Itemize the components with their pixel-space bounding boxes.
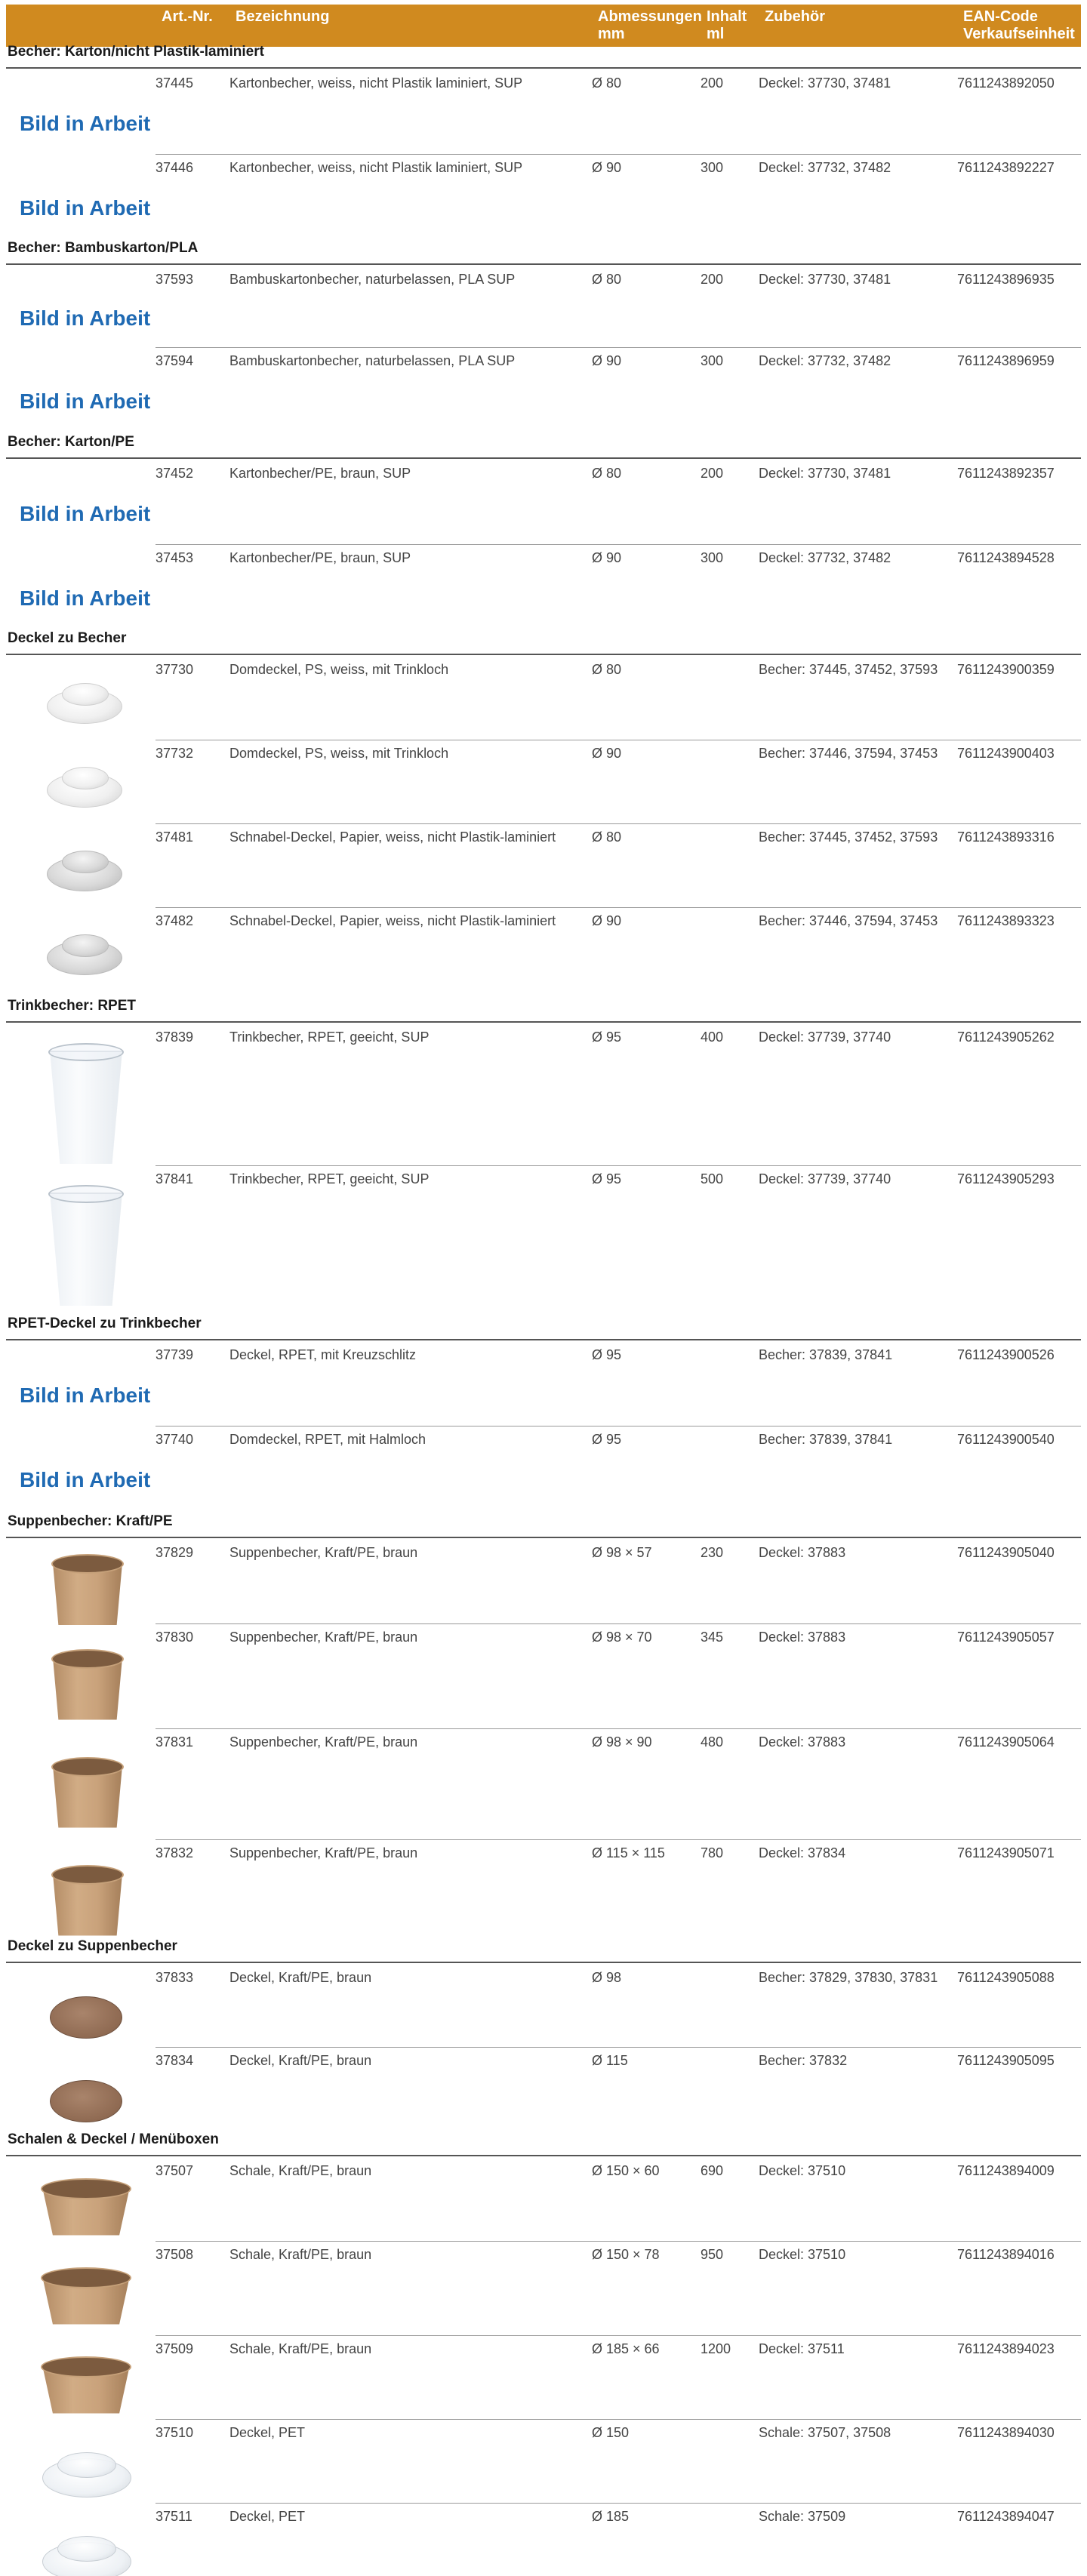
kraft-lid-image: [50, 1996, 122, 2039]
image-placeholder-text: Bild in Arbeit: [20, 306, 151, 330]
table-row: [0, 1728, 1087, 1839]
section-divider: [6, 1537, 1081, 1538]
ean-cell: 7611243905071: [957, 1845, 1055, 1860]
ean-cell: 7611243894016: [957, 2247, 1055, 2262]
zubehoer-cell: Deckel: 37732, 37482: [759, 160, 891, 175]
plastic-cup-rim-image: [48, 1043, 124, 1061]
header-abmessungen-line1: Abmessungen: [598, 8, 702, 25]
ean-cell: 7611243900526: [957, 1347, 1055, 1362]
bezeichnung-cell: Kartonbecher/PE, braun, SUP: [229, 550, 411, 565]
zubehoer-cell: Becher: 37832: [759, 2053, 848, 2068]
kraft-bowl-rim-image: [41, 2356, 131, 2377]
header-zubehoer: Zubehör: [765, 8, 825, 25]
abmessungen-cell: Ø 90: [592, 550, 622, 565]
inhalt-cell: 500: [701, 1171, 724, 1186]
zubehoer-cell: Becher: 37829, 37830, 37831: [759, 1970, 938, 1985]
table-row: [0, 823, 1087, 907]
bezeichnung-cell: Trinkbecher, RPET, geeicht, SUP: [229, 1029, 430, 1045]
bezeichnung-cell: Domdeckel, PS, weiss, mit Trinkloch: [229, 746, 449, 761]
table-row: [0, 2335, 1087, 2419]
header-abmessungen-line2: mm: [598, 26, 625, 42]
bezeichnung-cell: Schnabel-Deckel, Papier, weiss, nicht Plastik-laminiert: [229, 913, 556, 928]
art-nr-cell: 37593: [156, 272, 194, 287]
section-title: Trinkbecher: RPET: [8, 998, 136, 1014]
inhalt-cell: 300: [701, 160, 724, 175]
abmessungen-cell: Ø 95: [592, 1029, 622, 1045]
art-nr-cell: 37732: [156, 746, 194, 761]
clear-lid-dome-image: [57, 2452, 116, 2478]
art-nr-cell: 37830: [156, 1630, 194, 1645]
table-row: [0, 2157, 1087, 2241]
soup-cup-rim-image: [51, 1649, 124, 1669]
section-title: RPET-Deckel zu Trinkbecher: [8, 1316, 202, 1331]
table-row: [0, 266, 1087, 347]
zubehoer-cell: Deckel: 37732, 37482: [759, 353, 891, 368]
table-row: [0, 1341, 1087, 1426]
art-nr-cell: 37452: [156, 466, 194, 481]
table-row: [0, 1165, 1087, 1307]
image-placeholder-text: Bild in Arbeit: [20, 112, 151, 135]
table-row: [0, 1839, 1087, 1944]
zubehoer-cell: Deckel: 37730, 37481: [759, 466, 891, 481]
bezeichnung-cell: Deckel, PET: [229, 2509, 306, 2524]
table-row: [0, 2241, 1087, 2335]
art-nr-cell: 37510: [156, 2425, 194, 2440]
bezeichnung-cell: Deckel, RPET, mit Kreuzschlitz: [229, 1347, 417, 1362]
art-nr-cell: 37508: [156, 2247, 194, 2262]
zubehoer-cell: Deckel: 37883: [759, 1545, 846, 1560]
inhalt-cell: 480: [701, 1734, 724, 1750]
zubehoer-cell: Becher: 37445, 37452, 37593: [759, 662, 938, 677]
inhalt-cell: 200: [701, 272, 724, 287]
ean-cell: 7611243896959: [957, 353, 1055, 368]
table-row: [0, 154, 1087, 239]
table-row: [0, 2419, 1087, 2503]
bezeichnung-cell: Schnabel-Deckel, Papier, weiss, nicht Plastik-laminiert: [229, 829, 556, 845]
ean-cell: 7611243905057: [957, 1630, 1055, 1645]
abmessungen-cell: Ø 185: [592, 2509, 630, 2524]
section-title: Deckel zu Suppenbecher: [8, 1938, 177, 1954]
bezeichnung-cell: Kartonbecher, weiss, nicht Plastik laminiert, SUP: [229, 75, 523, 91]
abmessungen-cell: Ø 95: [592, 1171, 622, 1186]
ean-cell: 7611243894047: [957, 2509, 1055, 2524]
ean-cell: 7611243905095: [957, 2053, 1055, 2068]
ean-cell: 7611243892227: [957, 160, 1055, 175]
abmessungen-cell: Ø 90: [592, 913, 622, 928]
image-placeholder-text: Bild in Arbeit: [20, 196, 151, 220]
ean-cell: 7611243900540: [957, 1432, 1055, 1447]
table-row: [0, 740, 1087, 823]
image-placeholder-text: Bild in Arbeit: [20, 1383, 151, 1407]
table-row: [0, 2503, 1087, 2576]
zubehoer-cell: Deckel: 37834: [759, 1845, 846, 1860]
kraft-lid-image: [50, 2080, 122, 2122]
ean-cell: 7611243894023: [957, 2341, 1055, 2356]
section-title: Deckel zu Becher: [8, 630, 127, 646]
kraft-bowl-rim-image: [41, 2267, 131, 2288]
art-nr-cell: 37594: [156, 353, 194, 368]
art-nr-cell: 37507: [156, 2163, 194, 2178]
abmessungen-cell: Ø 80: [592, 75, 622, 91]
bezeichnung-cell: Deckel, Kraft/PE, braun: [229, 1970, 372, 1985]
zubehoer-cell: Deckel: 37510: [759, 2247, 846, 2262]
cup-lid-dome-image: [62, 934, 109, 957]
soup-cup-rim-image: [51, 1554, 124, 1574]
art-nr-cell: 37730: [156, 662, 194, 677]
section-title: Becher: Karton/nicht Plastik-laminiert: [8, 44, 264, 60]
bezeichnung-cell: Schale, Kraft/PE, braun: [229, 2163, 372, 2178]
abmessungen-cell: Ø 80: [592, 829, 622, 845]
ean-cell: 7611243893323: [957, 913, 1055, 928]
art-nr-cell: 37445: [156, 75, 194, 91]
table-row: [0, 656, 1087, 740]
zubehoer-cell: Deckel: 37510: [759, 2163, 846, 2178]
inhalt-cell: 230: [701, 1545, 724, 1560]
ean-cell: 7611243900403: [957, 746, 1055, 761]
header-ean-line1: EAN-Code: [963, 8, 1038, 25]
ean-cell: 7611243894009: [957, 2163, 1055, 2178]
inhalt-cell: 200: [701, 466, 724, 481]
art-nr-cell: 37841: [156, 1171, 194, 1186]
header-ean: [963, 8, 1075, 43]
art-nr-cell: 37832: [156, 1845, 194, 1860]
inhalt-cell: 300: [701, 353, 724, 368]
bezeichnung-cell: Trinkbecher, RPET, geeicht, SUP: [229, 1171, 430, 1186]
zubehoer-cell: Schale: 37509: [759, 2509, 846, 2524]
section-divider: [6, 1339, 1081, 1340]
ean-cell: 7611243905262: [957, 1029, 1055, 1045]
image-placeholder-text: Bild in Arbeit: [20, 502, 151, 525]
zubehoer-cell: Becher: 37445, 37452, 37593: [759, 829, 938, 845]
zubehoer-cell: Deckel: 37511: [759, 2341, 845, 2356]
zubehoer-cell: Deckel: 37883: [759, 1630, 846, 1645]
inhalt-cell: 950: [701, 2247, 724, 2262]
plastic-cup-rim-image: [48, 1185, 124, 1203]
header-abmessungen: [598, 8, 702, 43]
inhalt-cell: 200: [701, 75, 724, 91]
cup-lid-dome-image: [62, 767, 109, 789]
abmessungen-cell: Ø 90: [592, 353, 622, 368]
ean-cell: 7611243892357: [957, 466, 1055, 481]
bezeichnung-cell: Schale, Kraft/PE, braun: [229, 2247, 372, 2262]
abmessungen-cell: Ø 90: [592, 746, 622, 761]
zubehoer-cell: Schale: 37507, 37508: [759, 2425, 891, 2440]
abmessungen-cell: Ø 98 × 57: [592, 1545, 652, 1560]
abmessungen-cell: Ø 150 × 78: [592, 2247, 660, 2262]
zubehoer-cell: Deckel: 37730, 37481: [759, 75, 891, 91]
zubehoer-cell: Deckel: 37883: [759, 1734, 846, 1750]
table-row: [0, 1623, 1087, 1728]
ean-cell: 7611243894030: [957, 2425, 1055, 2440]
image-placeholder-text: Bild in Arbeit: [20, 1468, 151, 1491]
art-nr-cell: 37482: [156, 913, 194, 928]
table-row: [0, 460, 1087, 544]
section-divider: [6, 67, 1081, 69]
ean-cell: 7611243894528: [957, 550, 1055, 565]
abmessungen-cell: Ø 90: [592, 160, 622, 175]
abmessungen-cell: Ø 115: [592, 2053, 628, 2068]
bezeichnung-cell: Deckel, PET: [229, 2425, 306, 2440]
bezeichnung-cell: Bambuskartonbecher, naturbelassen, PLA SUP: [229, 353, 516, 368]
image-placeholder-text: Bild in Arbeit: [20, 586, 151, 610]
zubehoer-cell: Becher: 37446, 37594, 37453: [759, 746, 938, 761]
table-header: [6, 5, 1081, 47]
art-nr-cell: 37831: [156, 1734, 194, 1750]
zubehoer-cell: Deckel: 37732, 37482: [759, 550, 891, 565]
ean-cell: 7611243905064: [957, 1734, 1055, 1750]
plastic-cup-image: [50, 1193, 122, 1306]
ean-cell: 7611243896935: [957, 272, 1055, 287]
art-nr-cell: 37739: [156, 1347, 194, 1362]
inhalt-cell: 300: [701, 550, 724, 565]
header-inhalt-line2: ml: [707, 26, 725, 42]
zubehoer-cell: Deckel: 37739, 37740: [759, 1171, 891, 1186]
table-row: [0, 1539, 1087, 1623]
abmessungen-cell: Ø 150: [592, 2425, 630, 2440]
bezeichnung-cell: Kartonbecher/PE, braun, SUP: [229, 466, 411, 481]
abmessungen-cell: Ø 98 × 70: [592, 1630, 652, 1645]
bezeichnung-cell: Suppenbecher, Kraft/PE, braun: [229, 1630, 418, 1645]
zubehoer-cell: Deckel: 37739, 37740: [759, 1029, 891, 1045]
abmessungen-cell: Ø 98: [592, 1970, 622, 1985]
abmessungen-cell: Ø 98 × 90: [592, 1734, 652, 1750]
image-placeholder-text: Bild in Arbeit: [20, 389, 151, 413]
table-row: [0, 2047, 1087, 2131]
art-nr-cell: 37481: [156, 829, 194, 845]
bezeichnung-cell: Suppenbecher, Kraft/PE, braun: [229, 1845, 418, 1860]
section-divider: [6, 1021, 1081, 1023]
art-nr-cell: 37453: [156, 550, 194, 565]
header-inhalt: [707, 8, 747, 43]
section-title: Schalen & Deckel / Menüboxen: [8, 2131, 219, 2147]
soup-cup-rim-image: [51, 1865, 124, 1885]
abmessungen-cell: Ø 95: [592, 1347, 622, 1362]
section-divider: [6, 1962, 1081, 1963]
art-nr-cell: 37509: [156, 2341, 194, 2356]
abmessungen-cell: Ø 80: [592, 466, 622, 481]
art-nr-cell: 37511: [156, 2509, 192, 2524]
plastic-cup-image: [50, 1051, 122, 1164]
art-nr-cell: 37839: [156, 1029, 194, 1045]
zubehoer-cell: Becher: 37839, 37841: [759, 1432, 893, 1447]
inhalt-cell: 1200: [701, 2341, 731, 2356]
abmessungen-cell: Ø 95: [592, 1432, 622, 1447]
table-row: [0, 347, 1087, 432]
clear-lid-dome-image: [57, 2536, 116, 2562]
section-title: Becher: Bambuskarton/PLA: [8, 240, 199, 256]
inhalt-cell: 400: [701, 1029, 724, 1045]
ean-cell: 7611243905040: [957, 1545, 1055, 1560]
cup-lid-dome-image: [62, 851, 109, 873]
table-row: [0, 1023, 1087, 1165]
inhalt-cell: 690: [701, 2163, 724, 2178]
art-nr-cell: 37740: [156, 1432, 194, 1447]
bezeichnung-cell: Kartonbecher, weiss, nicht Plastik laminiert, SUP: [229, 160, 523, 175]
header-ean-line2: Verkaufseinheit: [963, 26, 1075, 42]
art-nr-cell: 37834: [156, 2053, 194, 2068]
zubehoer-cell: Becher: 37446, 37594, 37453: [759, 913, 938, 928]
inhalt-cell: 780: [701, 1845, 724, 1860]
inhalt-cell: 345: [701, 1630, 724, 1645]
art-nr-cell: 37833: [156, 1970, 194, 1985]
table-row: [0, 1964, 1087, 2047]
header-inhalt-line1: Inhalt: [707, 8, 747, 25]
table-row: [0, 544, 1087, 629]
table-row: [0, 907, 1087, 991]
bezeichnung-cell: Suppenbecher, Kraft/PE, braun: [229, 1734, 418, 1750]
soup-cup-rim-image: [51, 1757, 124, 1777]
ean-cell: 7611243900359: [957, 662, 1055, 677]
art-nr-cell: 37446: [156, 160, 194, 175]
bezeichnung-cell: Deckel, Kraft/PE, braun: [229, 2053, 372, 2068]
zubehoer-cell: Deckel: 37730, 37481: [759, 272, 891, 287]
ean-cell: 7611243893316: [957, 829, 1055, 845]
section-title: Suppenbecher: Kraft/PE: [8, 1513, 173, 1529]
bezeichnung-cell: Schale, Kraft/PE, braun: [229, 2341, 372, 2356]
bezeichnung-cell: Suppenbecher, Kraft/PE, braun: [229, 1545, 418, 1560]
section-divider: [6, 2155, 1081, 2156]
art-nr-cell: 37829: [156, 1545, 194, 1560]
abmessungen-cell: Ø 185 × 66: [592, 2341, 660, 2356]
header-bezeichnung: Bezeichnung: [236, 8, 330, 25]
bezeichnung-cell: Domdeckel, PS, weiss, mit Trinkloch: [229, 662, 449, 677]
ean-cell: 7611243905088: [957, 1970, 1055, 1985]
cup-lid-dome-image: [62, 683, 109, 706]
abmessungen-cell: Ø 80: [592, 662, 622, 677]
section-divider: [6, 654, 1081, 655]
abmessungen-cell: Ø 115 × 115: [592, 1845, 665, 1860]
abmessungen-cell: Ø 150 × 60: [592, 2163, 660, 2178]
header-art-nr: Art.-Nr.: [162, 8, 213, 25]
section-divider: [6, 263, 1081, 265]
section-title: Becher: Karton/PE: [8, 434, 134, 450]
bezeichnung-cell: Domdeckel, RPET, mit Halmloch: [229, 1432, 426, 1447]
section-divider: [6, 457, 1081, 459]
table-row: [0, 1426, 1087, 1510]
bezeichnung-cell: Bambuskartonbecher, naturbelassen, PLA SUP: [229, 272, 516, 287]
ean-cell: 7611243905293: [957, 1171, 1055, 1186]
ean-cell: 7611243892050: [957, 75, 1055, 91]
table-row: [0, 69, 1087, 154]
kraft-bowl-rim-image: [41, 2178, 131, 2199]
zubehoer-cell: Becher: 37839, 37841: [759, 1347, 893, 1362]
abmessungen-cell: Ø 80: [592, 272, 622, 287]
